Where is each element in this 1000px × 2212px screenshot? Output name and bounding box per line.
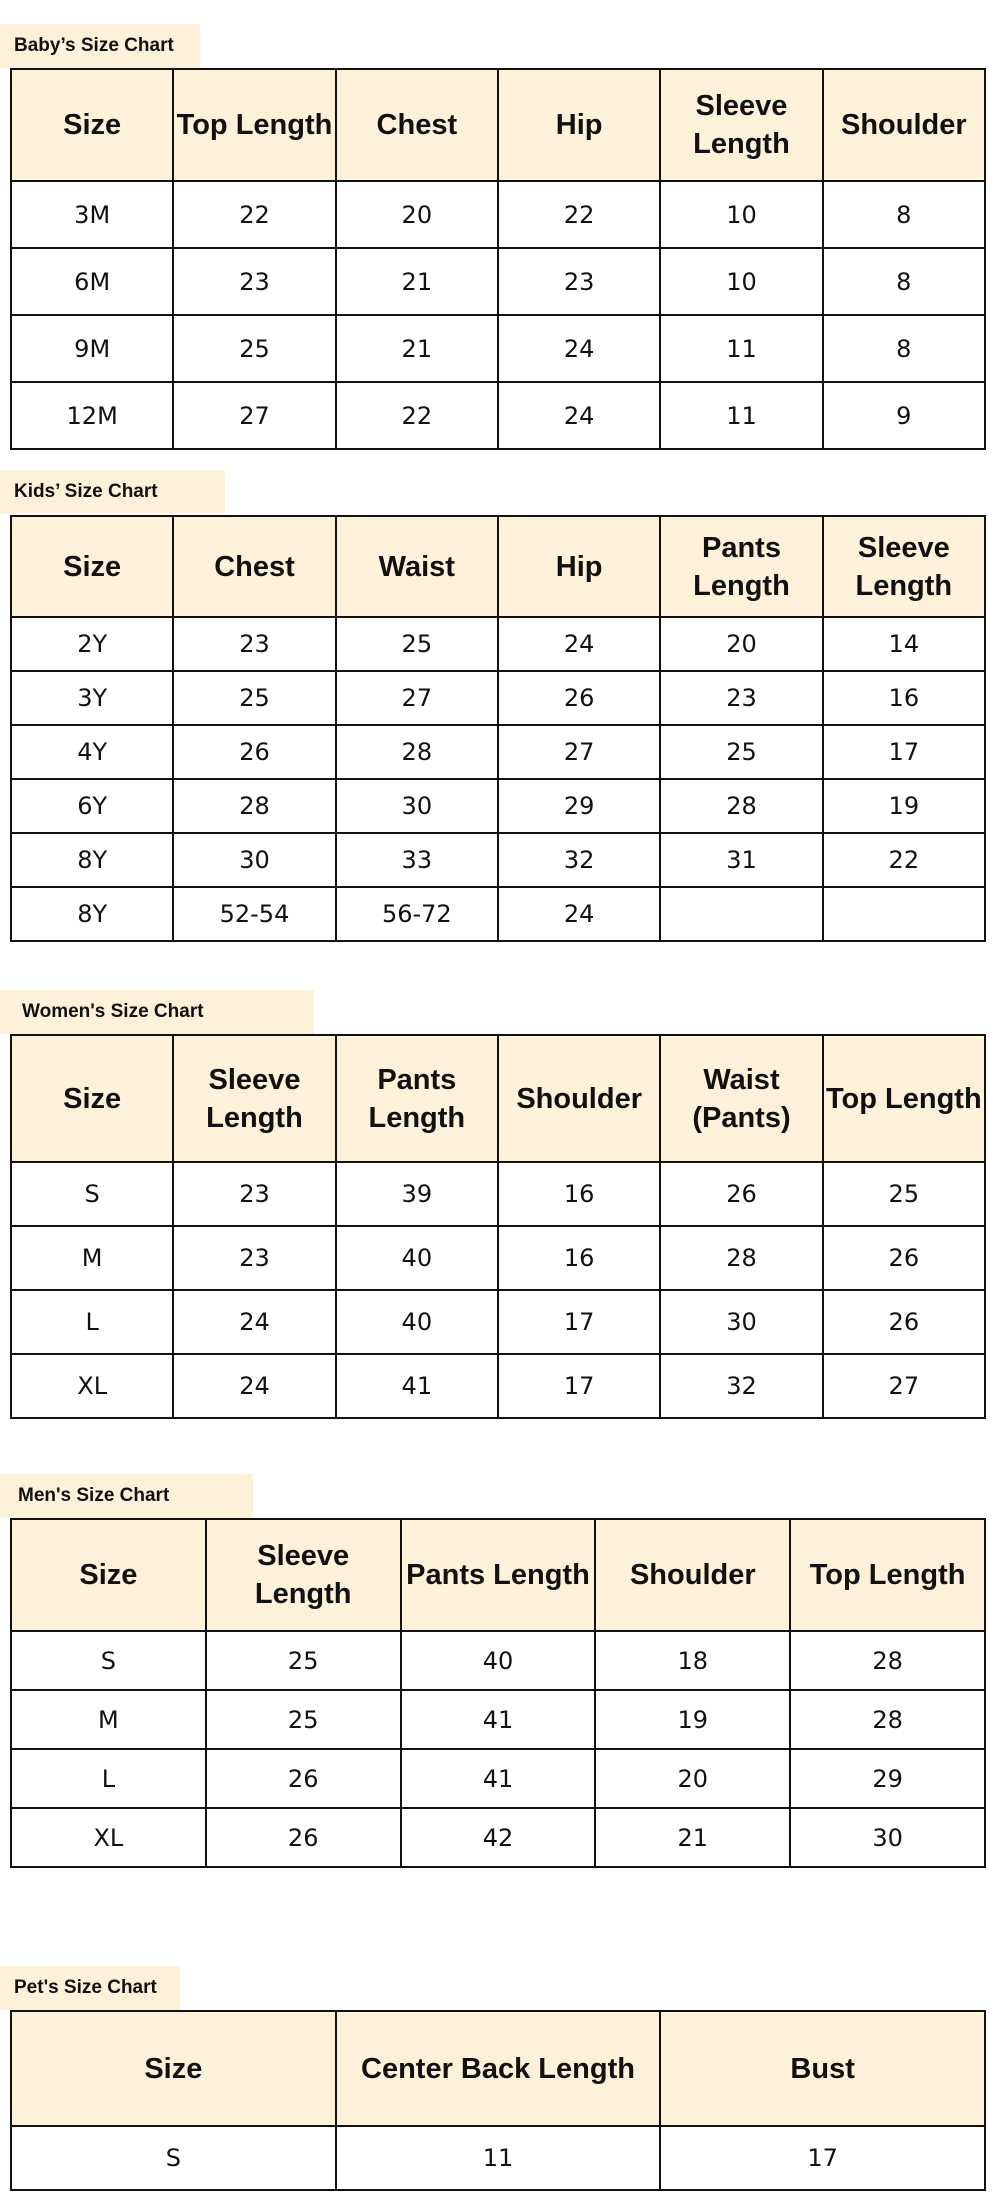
table-cell [660, 887, 822, 941]
table-row [11, 1749, 985, 1808]
table-cell: 23 [173, 617, 335, 671]
table-cell: 24 [498, 382, 660, 449]
table-cell: 28 [790, 1690, 985, 1749]
table-cell: 24 [498, 617, 660, 671]
table-cell: 28 [173, 779, 335, 833]
column-header: Top Length [790, 1519, 985, 1631]
column-header: Chest [173, 516, 335, 617]
table-cell: L [11, 1290, 173, 1354]
table-cell: 22 [498, 181, 660, 248]
table-cell: 9 [823, 382, 985, 449]
table-header-row [11, 1035, 985, 1162]
table-cell: 21 [336, 248, 498, 315]
column-header: Shoulder [595, 1519, 790, 1631]
table-cell: 24 [498, 315, 660, 382]
table-cell: 23 [173, 248, 335, 315]
column-header: Top Length [823, 1035, 985, 1162]
table-cell: 25 [173, 315, 335, 382]
column-header: Size [11, 516, 173, 617]
table-cell: 8 [823, 315, 985, 382]
table-row [11, 248, 985, 315]
table-cell: 25 [173, 671, 335, 725]
table-row [11, 1354, 985, 1418]
column-header: Pants Length [660, 516, 822, 617]
table-cell: 30 [173, 833, 335, 887]
table-cell: 26 [823, 1226, 985, 1290]
table-cell: 23 [498, 248, 660, 315]
table-cell: 16 [498, 1226, 660, 1290]
column-header: Shoulder [823, 69, 985, 181]
table-header-row [11, 1519, 985, 1631]
table-cell: 18 [595, 1631, 790, 1690]
table-row [11, 1162, 985, 1226]
column-header: Waist [336, 516, 498, 617]
table-cell: 10 [660, 248, 822, 315]
column-header: Size [11, 1519, 206, 1631]
kids-size-chart-table [10, 515, 986, 942]
table-cell: 24 [173, 1354, 335, 1418]
table-cell: 28 [336, 725, 498, 779]
table-cell: 2Y [11, 617, 173, 671]
table-row [11, 2126, 985, 2190]
table-cell: 8 [823, 248, 985, 315]
table-cell: 41 [401, 1690, 596, 1749]
table-cell: S [11, 1162, 173, 1226]
table-row [11, 315, 985, 382]
column-header: Sleeve Length [660, 69, 822, 181]
table-cell: 11 [336, 2126, 661, 2190]
table-cell: 26 [206, 1749, 401, 1808]
table-cell: M [11, 1226, 173, 1290]
column-header: Sleeve Length [206, 1519, 401, 1631]
table-row [11, 887, 985, 941]
table-header-row [11, 69, 985, 181]
table-cell: 23 [660, 671, 822, 725]
table-cell: 27 [823, 1354, 985, 1418]
table-cell: 17 [660, 2126, 985, 2190]
column-header: Size [11, 2011, 336, 2126]
table-cell: 17 [498, 1354, 660, 1418]
table-cell: 40 [401, 1631, 596, 1690]
table-header-row [11, 2011, 985, 2126]
table-cell: 19 [595, 1690, 790, 1749]
table-cell: 23 [173, 1226, 335, 1290]
table-cell: XL [11, 1354, 173, 1418]
table-cell: 27 [173, 382, 335, 449]
column-header: Shoulder [498, 1035, 660, 1162]
table-cell: XL [11, 1808, 206, 1867]
column-header: Sleeve Length [823, 516, 985, 617]
column-header: Size [11, 69, 173, 181]
table-cell: M [11, 1690, 206, 1749]
table-cell: 41 [401, 1749, 596, 1808]
table-cell: 17 [823, 725, 985, 779]
table-cell: 6Y [11, 779, 173, 833]
column-header: Pants Length [336, 1035, 498, 1162]
table-cell: 33 [336, 833, 498, 887]
table-row [11, 617, 985, 671]
table-row [11, 671, 985, 725]
column-header: Pants Length [401, 1519, 596, 1631]
column-header: Waist (Pants) [660, 1035, 822, 1162]
table-cell: 28 [790, 1631, 985, 1690]
table-row [11, 382, 985, 449]
pets-size-chart-table [10, 2010, 986, 2191]
table-cell: 8 [823, 181, 985, 248]
table-cell: 9M [11, 315, 173, 382]
mens-size-chart-title: Men's Size Chart [0, 1474, 253, 1518]
column-header: Sleeve Length [173, 1035, 335, 1162]
table-cell: L [11, 1749, 206, 1808]
table-cell: 20 [660, 617, 822, 671]
table-cell: 26 [660, 1162, 822, 1226]
table-cell: 6M [11, 248, 173, 315]
table-cell: 12M [11, 382, 173, 449]
table-cell: 25 [206, 1690, 401, 1749]
table-cell: 27 [498, 725, 660, 779]
table-row [11, 725, 985, 779]
table-cell: 22 [823, 833, 985, 887]
table-cell [823, 887, 985, 941]
column-header: Size [11, 1035, 173, 1162]
table-row [11, 181, 985, 248]
table-cell: 26 [498, 671, 660, 725]
table-cell: 22 [336, 382, 498, 449]
table-row [11, 779, 985, 833]
table-cell: 21 [336, 315, 498, 382]
table-cell: 24 [498, 887, 660, 941]
column-header: Center Back Length [336, 2011, 661, 2126]
table-cell: 16 [823, 671, 985, 725]
table-cell: 27 [336, 671, 498, 725]
table-cell: 19 [823, 779, 985, 833]
table-cell: 25 [660, 725, 822, 779]
table-cell: 23 [173, 1162, 335, 1226]
table-cell: 29 [498, 779, 660, 833]
womens-size-chart-table [10, 1034, 986, 1419]
table-cell: 26 [173, 725, 335, 779]
table-row [11, 1808, 985, 1867]
column-header: Hip [498, 516, 660, 617]
table-cell: 30 [790, 1808, 985, 1867]
baby-size-chart-table [10, 68, 986, 450]
table-cell: 28 [660, 1226, 822, 1290]
table-cell: 10 [660, 181, 822, 248]
table-cell: 26 [206, 1808, 401, 1867]
table-cell: 17 [498, 1290, 660, 1354]
column-header: Top Length [173, 69, 335, 181]
table-cell: 20 [595, 1749, 790, 1808]
table-cell: 25 [336, 617, 498, 671]
table-cell: 21 [595, 1808, 790, 1867]
table-row [11, 833, 985, 887]
table-cell: 40 [336, 1290, 498, 1354]
table-cell: 56-72 [336, 887, 498, 941]
table-cell: 25 [823, 1162, 985, 1226]
womens-size-chart-title: Women's Size Chart [0, 990, 314, 1034]
table-cell: 8Y [11, 833, 173, 887]
table-row [11, 1690, 985, 1749]
table-cell: 52-54 [173, 887, 335, 941]
column-header: Hip [498, 69, 660, 181]
table-cell: 22 [173, 181, 335, 248]
table-cell: 42 [401, 1808, 596, 1867]
table-cell: 11 [660, 382, 822, 449]
table-cell: 3M [11, 181, 173, 248]
table-cell: 39 [336, 1162, 498, 1226]
table-cell: 28 [660, 779, 822, 833]
table-cell: S [11, 2126, 336, 2190]
pets-size-chart-title: Pet's Size Chart [0, 1966, 180, 2010]
table-cell: 31 [660, 833, 822, 887]
table-cell: 4Y [11, 725, 173, 779]
table-cell: S [11, 1631, 206, 1690]
table-cell: 25 [206, 1631, 401, 1690]
table-header-row [11, 516, 985, 617]
column-header: Chest [336, 69, 498, 181]
table-cell: 11 [660, 315, 822, 382]
table-cell: 30 [660, 1290, 822, 1354]
table-cell: 14 [823, 617, 985, 671]
table-cell: 20 [336, 181, 498, 248]
table-cell: 24 [173, 1290, 335, 1354]
mens-size-chart-table [10, 1518, 986, 1868]
table-cell: 32 [498, 833, 660, 887]
kids-size-chart-title: Kids’ Size Chart [0, 470, 225, 514]
table-cell: 40 [336, 1226, 498, 1290]
table-cell: 3Y [11, 671, 173, 725]
table-row [11, 1226, 985, 1290]
table-cell: 16 [498, 1162, 660, 1226]
baby-size-chart-title: Baby’s Size Chart [0, 24, 200, 68]
table-cell: 26 [823, 1290, 985, 1354]
column-header: Bust [660, 2011, 985, 2126]
table-cell: 8Y [11, 887, 173, 941]
table-cell: 41 [336, 1354, 498, 1418]
table-cell: 30 [336, 779, 498, 833]
table-row [11, 1631, 985, 1690]
table-row [11, 1290, 985, 1354]
table-cell: 32 [660, 1354, 822, 1418]
table-cell: 29 [790, 1749, 985, 1808]
